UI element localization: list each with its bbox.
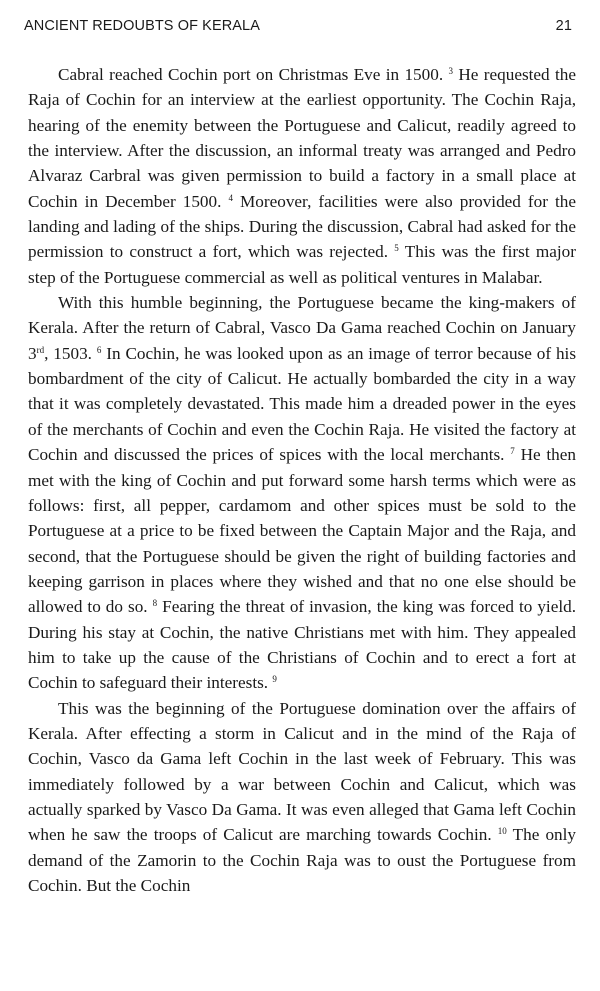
- footnote-marker: 8: [152, 598, 158, 609]
- paragraph-1: [28, 62, 576, 290]
- book-title: ANCIENT REDOUBTS OF KERALA: [24, 18, 260, 34]
- footnote-marker: 6: [96, 344, 102, 355]
- footnote-marker: 10: [497, 826, 507, 837]
- footnote-marker: 7: [510, 446, 515, 457]
- body-text: [28, 62, 576, 898]
- text-run: The only demand of the Zamorin to the Cochin Raja was to oust the Portuguese from Cochin. But the Cochin: [28, 825, 577, 895]
- text-run: He then met with the king of Cochin and put forward some harsh terms which were as follows: first, all pepper, cardamom and other spices must be sold to the Portuguese at a price to be fixed between the Captain Major and the Raja, and second, that the Portuguese should be given the right of building factories and keeping garrison in places where they wished and that no one else should be allowed to do so.: [28, 445, 576, 617]
- paragraph-2: [28, 290, 576, 696]
- running-header: [24, 14, 572, 38]
- text-run: He requested the Raja of Cochin for an interview at the earliest opportunity. The Cochin Raja, hearing of the enemity between the Portuguese and Calicut, readily agreed to the interview. After the discussion, an informal treaty was arranged and Pedro Alvaraz Carbral was given permission to build a factory in a small place at Cochin in December 1500.: [28, 65, 576, 211]
- footnote-marker: 3: [448, 66, 454, 76]
- footnote-marker: 4: [228, 192, 233, 203]
- text-run: With this humble beginning, the Portuguese became the king-makers of Kerala. After the return of Cabral, Vasco Da Gama reached Cochin on January 3: [28, 293, 576, 363]
- page-number: 21: [555, 18, 572, 34]
- footnote-marker: 5: [394, 243, 399, 254]
- text-run: This was the beginning of the Portuguese domination over the affairs of Kerala. After effecting a storm in Calicut and in the mind of the Raja of Cochin, Vasco da Gama left Cochin in the last week of February. This was immediately followed by a war between Cochin and Calicut, which was actually sparked by Vasco Da Gama. It was even alleged that Gama left Cochin when he saw the troops of Calicut are marching towards Cochin.: [28, 698, 576, 845]
- footnote-marker: rd: [36, 344, 45, 355]
- text-run: In Cochin, he was looked upon as an image of terror because of his bombardment of the city of Calicut. He actually bombarded the city in a way that it was completely devastated. This made him a dreaded power in the eyes of the merchants of Cochin and even the Cochin Raja. He visited the factory at Cochin and discussed the prices of spices with the local merchants.: [28, 343, 577, 465]
- text-run: This was the first major step of the Portuguese commercial as well as political ventures in Malabar.: [28, 242, 577, 287]
- text-run: Fearing the threat of invasion, the king was forced to yield. During his stay at Cochin, the native Christians met with him. They appealed him to take up the cause of the Christians of Cochin and to erect a fort at Cochin to safeguard their interests.: [28, 597, 576, 693]
- text-run: Cabral reached Cochin port on Christmas Eve in 1500.: [58, 65, 449, 84]
- text-run: , 1503.: [44, 343, 97, 363]
- paragraph-3: [28, 696, 576, 899]
- text-run: Moreover, facilities were also provided for the landing and lading of the ships. During the discussion, Cabral had asked for the permission to construct a fort, which was rejected.: [28, 191, 577, 262]
- footnote-marker: 9: [272, 674, 277, 685]
